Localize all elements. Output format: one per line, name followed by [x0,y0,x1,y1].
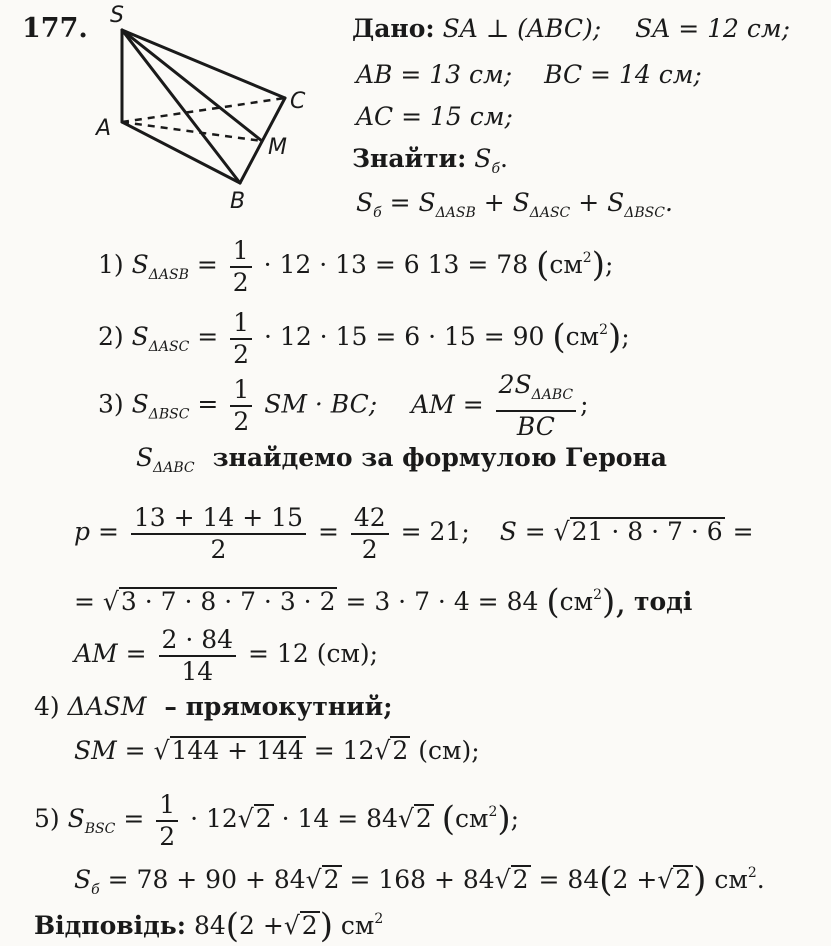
p-sqrt: 21 · 8 · 7 · 6 [571,517,723,546]
l5-end: . [664,188,673,217]
s3-frac-num: 1 [230,375,252,407]
s1-unit: см [549,250,583,279]
given-sa: SA = 12 см; [635,14,791,43]
p-frac1-num: 13 + 14 + 15 [131,503,306,535]
s5-sub: BSC [84,821,116,837]
s3-am-den: BC [516,412,555,441]
fin-sub: б [91,882,100,898]
s2-s: S [131,322,149,351]
step-1: 1) $S_{\Delta ASB}$ = $\frac{1}{2}$ · 12 · 13 = 6 13 = 78 $(см^2)$; [98,235,614,297]
s3-rest: SM · BC; [264,389,378,419]
s5-unit: см [455,804,489,833]
s3-eq: = [197,389,219,419]
s3-end: ; [580,389,589,419]
answer-line: Відповідь: 84(2 +√2) $см^2$ [34,906,384,946]
p-res: = 21; [400,517,470,546]
s4-text: – прямокутний; [164,692,393,721]
s3-frac-den: 2 [233,407,250,436]
s1-rest: · 12 · 13 = 6 13 = 78 [263,250,529,279]
s3-sub: ΔBSC [148,406,190,423]
s2-num: 2) [98,322,124,351]
p-frac1-den: 2 [210,534,227,564]
step-2: 2) $S_{\Delta ASC}$ = $\frac{1}{2}$ · 12 · 15 = 6 · 15 = 90 $(см^2)$; [98,307,630,369]
s5-sqrt-a: 2 [255,804,272,833]
s2-unit: см [565,322,600,351]
s2-eq: = [197,322,219,351]
r2-lead: = [74,587,95,616]
s1-frac-num: 1 [230,236,252,268]
edge-sb [122,30,240,183]
s2-rest: · 12 · 15 = 6 · 15 = 90 [264,322,545,351]
heron-s: S [136,443,154,472]
fin-rest2: = 168 + 84 [349,865,495,894]
s3-num: 3) [98,389,124,419]
l5-s: S [356,188,374,217]
p-frac2 [351,503,389,565]
sm-lhs: SM = [74,736,146,765]
sm-sqrt2: 2 [392,736,409,765]
p-frac1 [131,503,306,565]
l5-r3: + S [570,188,625,217]
p-tail: = [732,517,754,546]
am-den: 14 [181,656,214,686]
fin-rest3: = 84 [538,865,600,894]
s2-end: ; [621,322,630,351]
heron-sub: ΔABC [153,460,195,476]
am-num: 2 · 84 [159,625,237,657]
l5-sub2: ΔASC [529,205,571,221]
am-lhs: AM = [74,639,147,668]
l5-r2: + S [475,188,530,217]
find-line: Знайти: $S_б$. [352,144,508,177]
step-5: 5) $S_{BSC}$ = $\frac{1}{2}$ · 12√2 · 14 = 84√2 $(см^2)$; [34,789,520,851]
am-frac [159,625,237,687]
fin-rest1: = 78 + 90 + 84 [107,865,306,894]
r2-rest: = 3 · 7 · 4 = 84 [345,587,539,616]
s3-s: S [131,389,149,419]
s5-rest1: · 12 [190,804,238,833]
given-ac: AC = 15 см; [356,102,513,131]
l5-sub3: ΔBSC [624,205,665,221]
given-bc: BC = 14 см; [544,60,702,89]
answer-label: Відповідь: [34,911,186,940]
p-frac2-den: 2 [361,534,378,564]
s3-am-num: 2S [498,370,532,399]
r2-sqrt: 3 · 7 · 8 · 7 · 3 · 2 [120,587,336,616]
p-frac2-num: 42 [351,503,389,535]
am-unit: (см); [316,639,379,668]
find-label: Знайти: [352,144,467,173]
answer-inner: 2 + [239,911,284,940]
label-s: S [110,3,124,28]
fin-sqrt-a: 2 [323,865,340,894]
s5-s: S [67,804,85,833]
semiperimeter-line: p = $\frac{13 + 14 + 15}{2}$ = $\frac{42}{2}$ = 21; S = √21 · 8 · 7 · 6 = [74,502,754,564]
s5-end: ; [510,804,520,833]
s2-frac [230,308,252,370]
label-m: M [268,135,287,160]
final-line: $S_б = 78 + 90 + 84√2 = 168 + 84√2 = 84(2 +√2)$ $см^2$. [74,860,765,900]
r2-end: ), [601,582,627,622]
given-perp: SA ⊥ (ABC); [442,14,602,43]
s2-sub: ΔASC [148,339,190,355]
edge-sm [122,30,262,141]
problem-number: 177. [22,13,88,44]
sm-unit: (см); [418,736,480,765]
r2-unit: см [559,587,594,616]
s5-sqrt-b: 2 [415,804,432,833]
s1-s: S [131,250,149,279]
heron-text: знайдемо за формулою Герона [212,443,667,472]
s5-frac [156,790,178,852]
label-a: A [96,116,112,141]
s1-num: 1) [98,250,124,279]
given-line-1 [352,14,790,44]
lateral-area-formula [356,188,673,228]
s1-sub: ΔASB [148,267,189,283]
s2-frac-den: 2 [233,339,250,369]
s3-am-num-sub: ΔABC [531,387,574,403]
s3-frac [230,375,252,437]
s1-frac-den: 2 [232,267,249,297]
p-eq: = [317,517,339,546]
given-ab: AB = 13 см; [356,60,513,89]
sm-sqrt: 144 + 144 [171,736,304,765]
s1-end: ; [604,250,614,279]
am-rest: = 12 [248,639,309,668]
s5-rest2: · 14 = 84 [281,804,398,833]
fin-s: S [74,865,92,894]
label-c: C [290,89,306,114]
fin-inner: 2 + [612,865,658,894]
s2-frac-num: 1 [230,308,252,340]
step-3 [98,370,589,445]
fin-sqrt-b: 2 [512,865,529,894]
s5-frac-den: 2 [159,821,176,851]
s4-num: 4) [34,692,60,721]
l5-r1: = S [381,188,436,217]
s1-eq: = [196,250,218,279]
step-4 [34,692,392,722]
s3-am: AM = [411,389,484,419]
answer-val: 84 [193,911,226,940]
given-label: Дано: [352,14,435,43]
answer-sqrt: 2 [301,911,318,940]
label-b: B [230,189,246,214]
find-sub: б [491,161,500,177]
heron-line [136,443,667,483]
s5-sup: 2 [488,804,498,820]
l5-sub: б [373,205,382,221]
s2-sup: 2 [599,322,609,338]
answer-sup: 2 [374,911,384,927]
p-lhs: p = [74,517,119,546]
l5-sub1: ΔASB [435,205,476,221]
s5-eq: = [123,804,145,833]
r2-todi: тоді [634,587,693,616]
heron-result-line: = √3 · 7 · 8 · 7 · 3 · 2 = 3 · 7 · 4 = 84 $(см^2)$, тоді [74,582,693,622]
answer-unit: см [340,911,375,940]
p-s: S = [499,517,546,546]
sm-line: SM = √144 + 144 = 12√2 (см); [74,736,480,765]
s1-sup: 2 [582,250,592,266]
am-line [74,624,378,687]
s1-frac [230,236,252,298]
find-s: S [474,144,492,173]
edge-ac-hidden [122,98,285,122]
s3-am-frac [496,370,577,442]
edge-ab [122,122,240,183]
given-line-2 [356,60,702,90]
sm-rest: = 12 [313,736,375,765]
fin-end: . [756,865,765,894]
fin-unit: см [714,865,748,894]
s4-tri: ΔASM [67,692,147,721]
fin-sup: 2 [747,865,757,881]
fin-sqrt-c: 2 [675,865,692,894]
s5-frac-num: 1 [156,790,178,822]
r2-sup: 2 [593,587,602,603]
s5-num: 5) [34,804,60,833]
